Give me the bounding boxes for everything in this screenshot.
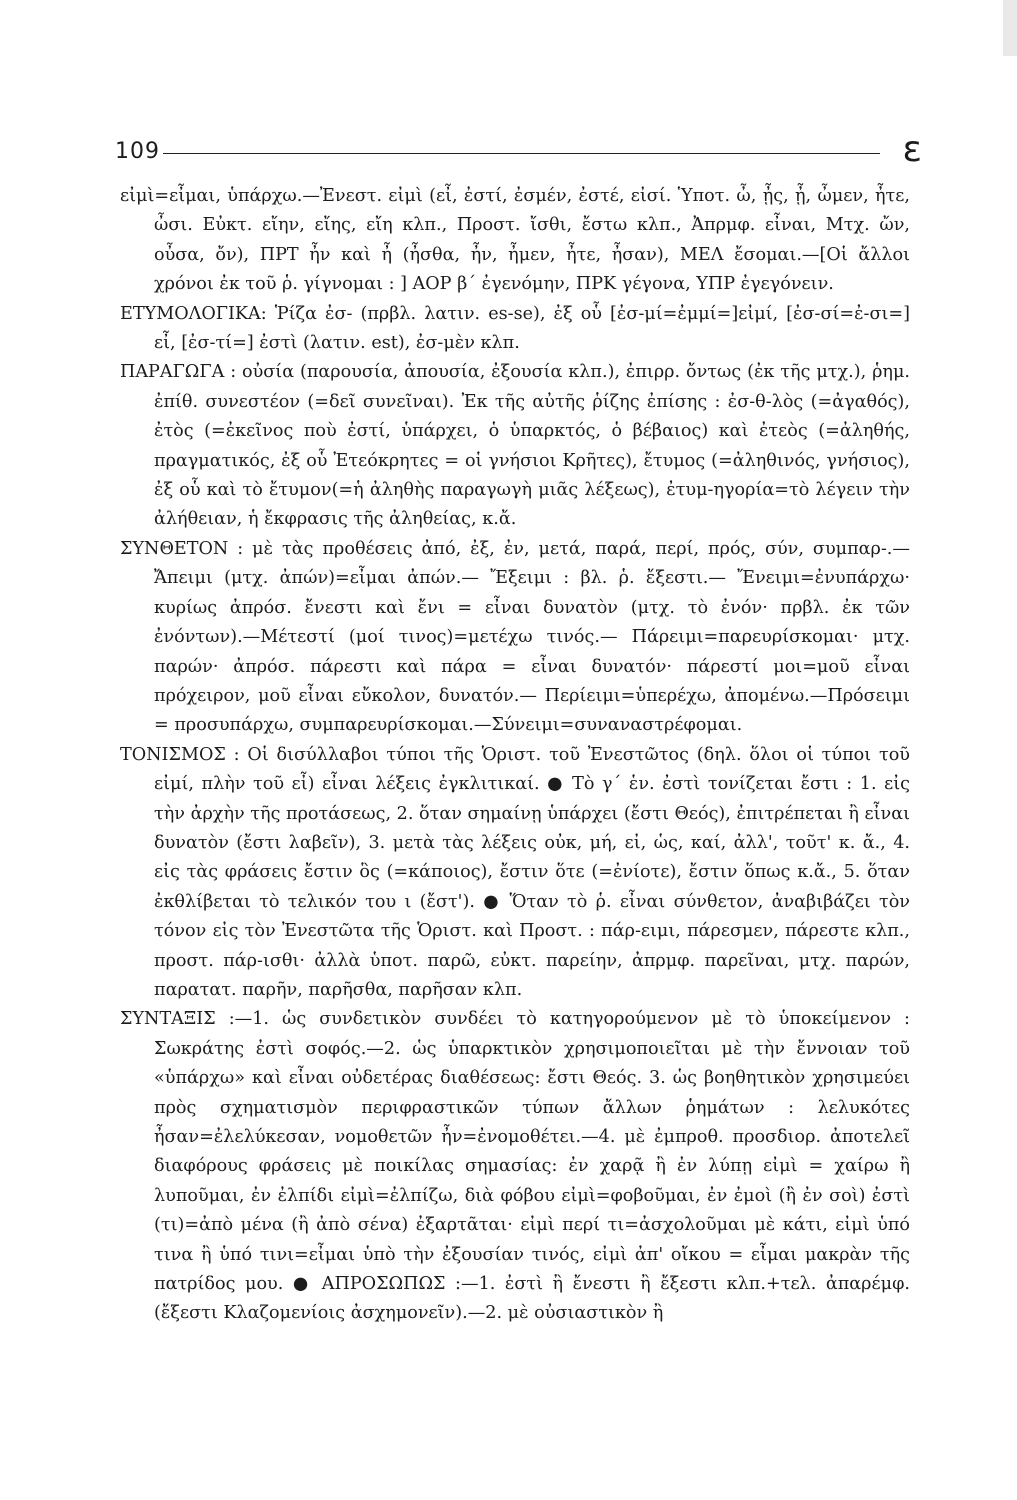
- header-rule: [163, 153, 880, 154]
- derivatives-section: ΠΑΡΑΓΩΓΑ : οὐσία (παρουσία, ἀπουσία, ἐξουσία κλπ.), ἐπιρρ. ὄντως (ἐκ τῆς μτχ.), ῥημ. ἐπίθ. συνεστέον (=δεῖ συνεῖναι). Ἐκ τῆς αὐτῆς ῥίζης ἐπίσης : ἐσ-θ-λὸς (=ἀγαθός), ἐτὸς (=ἐκεῖνος ποὺ ἐστί, ὑπάρχει, ὁ ὑπαρκτός, ὁ βέβαιος) καὶ ἐτεὸς (=ἀληθής, πραγματικός, ἐξ οὗ Ἐτεόκρητες = οἱ γνήσιοι Κρῆτες), ἔτυμος (=ἀληθινός, γνήσιος), ἐξ οὗ καὶ τὸ ἔτυμον(=ἡ ἀληθὴς παραγωγὴ μιᾶς λέξεως), ἐτυμ-ηγορία=τὸ λέγειν τὴν ἀλήθειαν, ἡ ἔκφρασις τῆς ἀληθείας, κ.ἄ.: [120, 362, 910, 530]
- page-header: [115, 128, 922, 168]
- page-edge-mark: [1003, 0, 1017, 56]
- entry-headword-paragraph: εἰμὶ=εἶμαι, ὑπάρχω.—Ἐνεστ. εἰμὶ (εἶ, ἐστί, ἐσμέν, ἐστέ, εἰσί. Ὑποτ. ὦ, ᾖς, ᾖ, ὦμεν, ἦτε, ὦσι. Εὐκτ. εἴην, εἴης, εἴη κλπ., Προστ. ἴσθι, ἔστω κλπ., Ἀπρμφ. εἶναι, Μτχ. ὤν, οὖσα, ὄν), ΠΡΤ ἦν καὶ ἦ (ἦσθα, ἦν, ἦμεν, ἦτε, ἦσαν), ΜΕΛ ἔσομαι.—[Οἱ ἄλλοι χρόνοι ἐκ τοῦ ῥ. γίγνομαι : ] ΑΟΡ β΄ ἐγενόμην, ΠΡΚ γέγονα, ΥΠΡ ἐγεγόνειν.: [120, 186, 910, 295]
- compounds-section: ΣΥΝΘΕΤΟΝ : μὲ τὰς προθέσεις ἀπό, ἐξ, ἐν, μετά, παρά, περί, πρός, σύν, συμπαρ-.—Ἄπειμι (μτχ. ἀπών)=εἶμαι ἀπών.— Ἔξειμι : βλ. ῥ. ἔξεστι.— Ἔνειμι=ἐνυπάρχω· κυρίως ἀπρόσ. ἔνεστι καὶ ἔνι = εἶναι δυνατὸν (μτχ. τὸ ἐνόν· πρβλ. ἐκ τῶν ἐνόντων).—Μέτεστί (μοί τινος)=μετέχω τινός.— Πάρειμι=παρευρίσκομαι· μτχ. παρών· ἀπρόσ. πάρεστι καὶ πάρα = εἶναι δυνατόν· πάρεστί μοι=μοῦ εἶναι πρόχειρον, μοῦ εἶναι εὔκολον, δυνατόν.— Περίειμι=ὑπερέχω, ἀπομένω.—Πρόσειμι = προσυπάρχω, συμπαρευρίσκομαι.—Σύνειμι=συναναστρέφομαι.: [120, 538, 910, 736]
- accent-section: ΤΟΝΙΣΜΟΣ : Οἱ δισύλλαβοι τύποι τῆς Ὁριστ. τοῦ Ἐνεστῶτος (δηλ. ὅλοι οἱ τύποι τοῦ εἰμί, πλὴν τοῦ εἶ) εἶναι λέξεις ἐγκλιτικαί. ● Τὸ γ΄ ἑν. ἐστὶ τονίζεται ἔστι : 1. εἰς τὴν ἀρχὴν τῆς προτάσεως, 2. ὅταν σημαίνῃ ὑπάρχει (ἔστι Θεός), ἐπιτρέπεται ἢ εἶναι δυνατὸν (ἔστι λαβεῖν), 3. μετὰ τὰς λέξεις οὐκ, μή, εἰ, ὡς, καί, ἀλλ', τοῦτ' κ. ἄ., 4. εἰς τὰς φράσεις ἔστιν ὃς (=κάποιος), ἔστιν ὅτε (=ἐνίοτε), ἔστιν ὅπως κ.ἄ., 5. ὅταν ἐκθλίβεται τὸ τελικόν του ι (ἔστ'). ● Ὅταν τὸ ῥ. εἶναι σύνθετον, ἀναβιβάζει τὸν τόνον εἰς τὸν Ἐνεστῶτα τῆς Ὁριστ. καὶ Προστ. : πάρ-ειμι, πάρεσμεν, πάρεστε κλπ., προστ. πάρ-ισθι· ἀλλὰ ὑποτ. παρῶ, εὐκτ. παρείην, ἀπρμφ. παρεῖναι, μτχ. παρών, παρατατ. παρῆν, παρῆσθα, παρῆσαν κλπ.: [120, 744, 910, 1000]
- etymology-section: ΕΤΥΜΟΛΟΓΙΚΑ: Ῥίζα ἐσ- (πρβλ. λατιν. es-se), ἐξ οὗ [ἐσ-μί=ἐμμί=]εἰμί, [ἐσ-σί=ἐ-σι=] εἶ, [ἐσ-τί=] ἐστὶ (λατιν. est), ἐσ-μὲν κλπ.: [120, 303, 910, 354]
- dictionary-entry: [120, 182, 910, 1329]
- syntax-section: ΣΥΝΤΑΞΙΣ :—1. ὡς συνδετικὸν συνδέει τὸ κατηγορούμενον μὲ τὸ ὑποκείμενον : Σωκράτης ἐστὶ σοφός.—2. ὡς ὑπαρκτικὸν χρησιμοποιεῖται μὲ τὴν ἔννοιαν τοῦ «ὑπάρχω» καὶ εἶναι οὐδετέρας διαθέσεως: ἔστι Θεός. 3. ὡς βοηθητικὸν χρησιμεύει πρὸς σχηματισμὸν περιφραστικῶν τύπων ἄλλων ῥημάτων : λελυκότες ἦσαν=ἐλελύκεσαν, νομοθετῶν ἦν=ἐνομοθέτει.—4. μὲ ἐμπροθ. προσδιορ. ἀποτελεῖ διαφόρους φράσεις μὲ ποικίλας σημασίας: ἐν χαρᾷ ἢ ἐν λύπῃ εἰμὶ = χαίρω ἢ λυποῦμαι, ἐν ἐλπίδι εἰμὶ=ἐλπίζω, διὰ φόβου εἰμὶ=φοβοῦμαι, ἐν ἐμοὶ (ἢ ἐν σοὶ) ἐστὶ (τι)=ἀπὸ μένα (ἢ ἀπὸ σένα) ἐξαρτᾶται· εἰμὶ περί τι=ἀσχολοῦμαι μὲ κάτι, εἰμὶ ὑπό τινα ἢ ὑπό τινι=εἶμαι ὑπὸ τὴν ἐξουσίαν τινός, εἰμὶ ἀπ' οἴκου = εἶμαι μακρὰν τῆς πατρίδος μου. ● ΑΠΡΟΣΩΠΩΣ :—1. ἐστὶ ἢ ἔνεστι ἢ ἔξεστι κλπ.+τελ. ἀπαρέμφ. (ἔξεστι Κλαζομενίοις ἀσχημονεῖν).—2. μὲ οὐσιαστικὸν ἢ: [120, 1009, 910, 1324]
- page-number: 109: [115, 139, 160, 164]
- section-letter: ε: [902, 129, 922, 170]
